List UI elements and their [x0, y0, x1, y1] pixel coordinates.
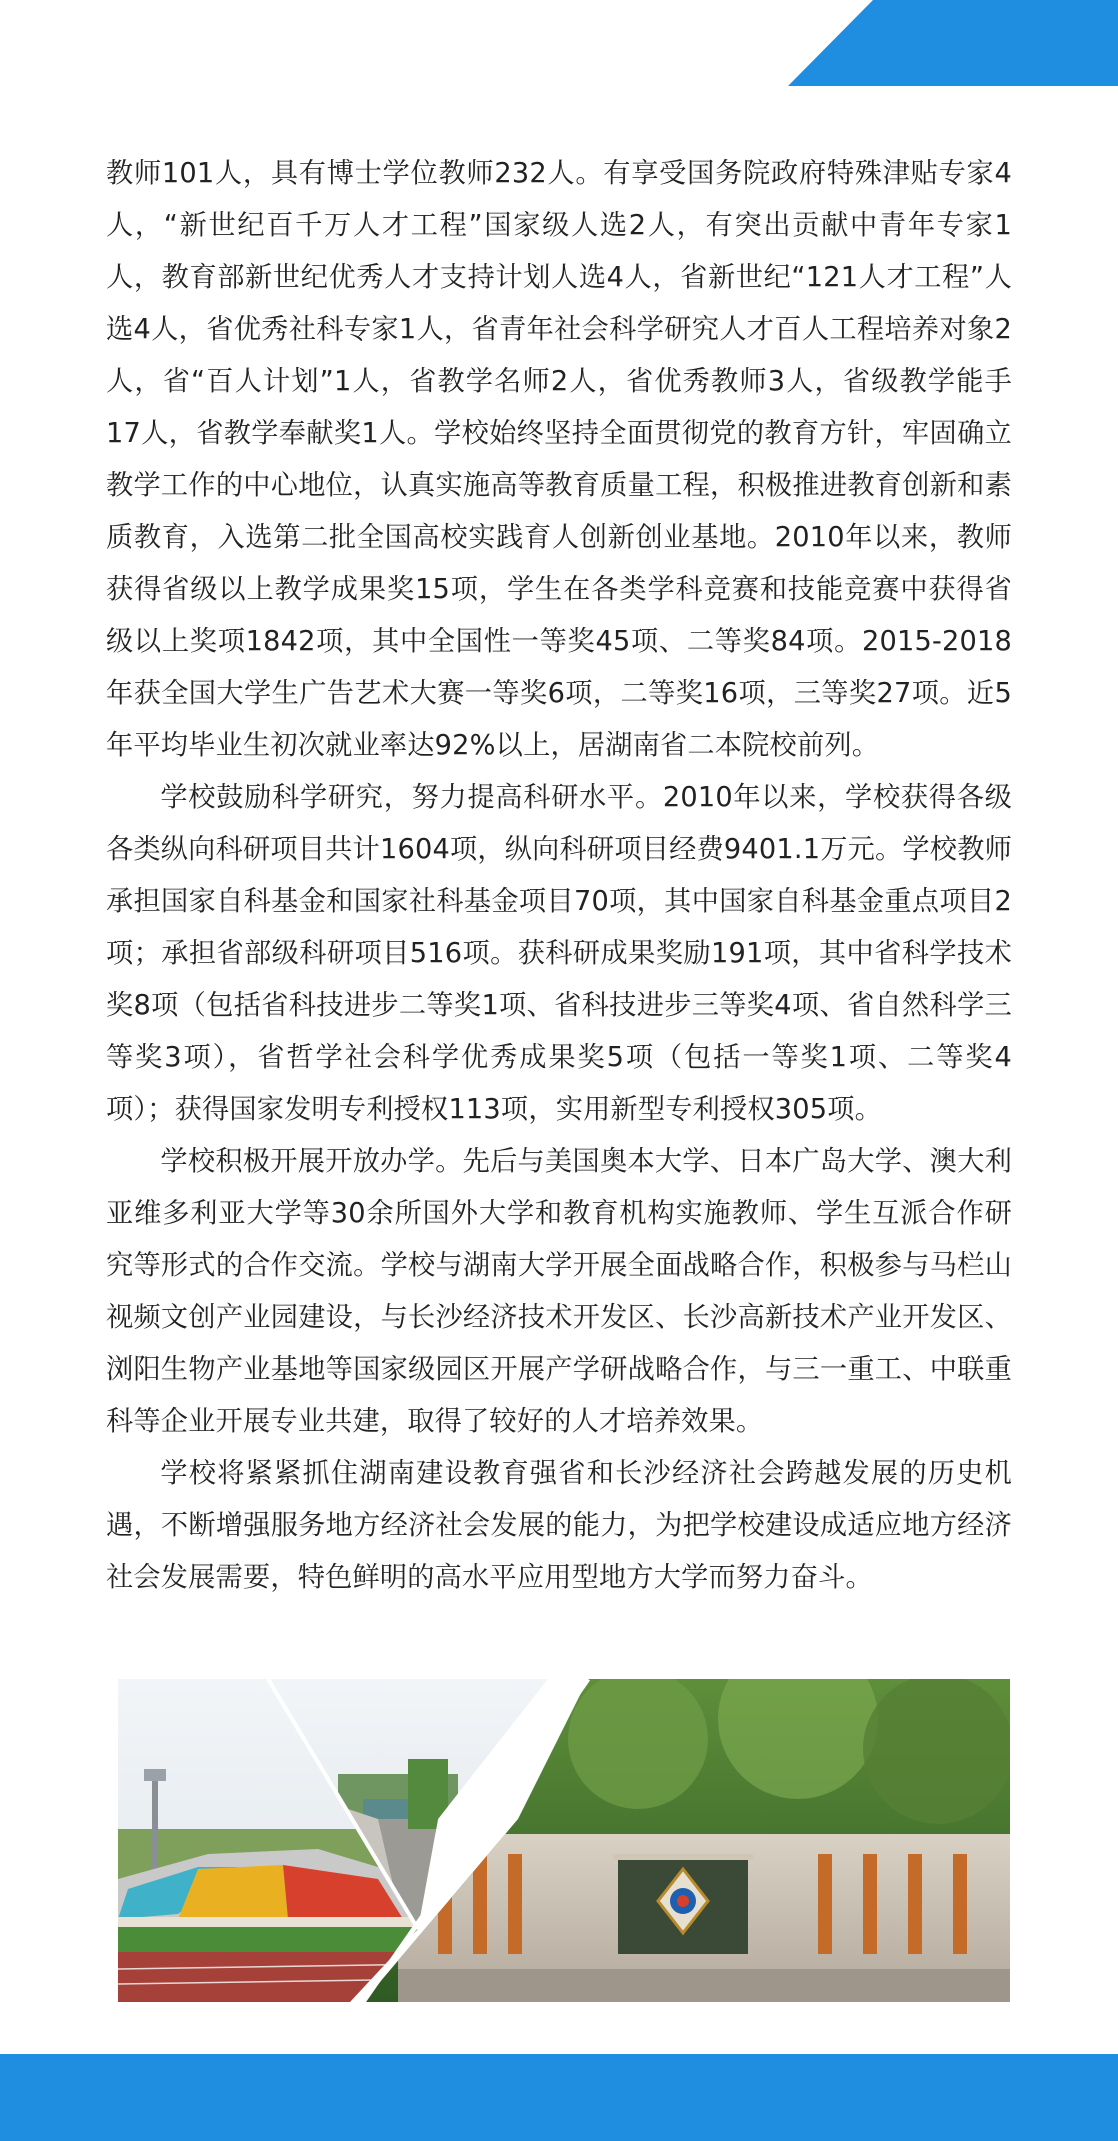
top-right-corner-accent — [788, 0, 1118, 86]
paragraph-future-goal: 学校将紧紧抓住湖南建设教育强省和长沙经济社会跨越发展的历史机遇，不断增强服务地方经济社会发展的能力，为把学校建设成适应地方经济社会发展需要，特色鲜明的高水平应用型地方大学而努力奋斗。 — [106, 1458, 1012, 1593]
paragraph-open-cooperation: 学校积极开展开放办学。先后与美国奥本大学、日本广岛大学、澳大利亚维多利亚大学等30余所国外大学和教育机构实施教师、学生互派合作研究等形式的合作交流。学校与湖南大学开展全面战略合作，积极参与马栏山视频文创产业园建设，与长沙经济技术开发区、长沙高新技术产业开发区、浏阳生物产业基地等国家级园区开展产学研战略合作，与三一重工、中联重科等企业开展专业共建，取得了较好的人才培养效果。 — [106, 1146, 1012, 1437]
paragraph-research: 学校鼓励科学研究，努力提高科研水平。2010年以来，学校获得各级各类纵向科研项目共计1604项，纵向科研项目经费9401.1万元。学校教师承担国家自科基金和国家社科基金项目70项，其中国家自科基金重点项目2项；承担省部级科研项目516项。获科研成果奖励191项，其中省科学技术奖8项（包括省科技进步二等奖1项、省科技进步三等奖4项、省自然科学三等奖3项），省哲学社会科学优秀成果奖5项（包括一等奖1项、二等奖4项）；获得国家发明专利授权113项，实用新型专利授权305项。 — [106, 782, 1012, 1125]
campus-photo-collage — [118, 1679, 1010, 2002]
bottom-accent-bar — [0, 2054, 1118, 2141]
body-text — [106, 148, 1012, 1604]
paragraph-faculty-teaching: 教师101人，具有博士学位教师232人。有享受国务院政府特殊津贴专家4人，“新世纪百千万人才工程”国家级人选2人，有突出贡献中青年专家1人，教育部新世纪优秀人才支持计划人选4人，省新世纪“121人才工程”人选4人，省优秀社科专家1人，省青年社会科学研究人才百人工程培养对象2人，省“百人计划”1人，省教学名师2人，省优秀教师3人，省级教学能手17人，省教学奉献奖1人。学校始终坚持全面贯彻党的教育方针，牢固确立教学工作的中心地位，认真实施高等教育质量工程，积极推进教育创新和素质教育，入选第二批全国高校实践育人创新创业基地。2010年以来，教师获得省级以上教学成果奖15项，学生在各类学科竞赛和技能竞赛中获得省级以上奖项1842项，其中全国性一等奖45项、二等奖84项。2015-2018年获全国大学生广告艺术大赛一等奖6项，二等奖16项，三等奖27项。近5年平均毕业生初次就业率达92%以上，居湖南省二本院校前列。 — [106, 158, 1012, 761]
